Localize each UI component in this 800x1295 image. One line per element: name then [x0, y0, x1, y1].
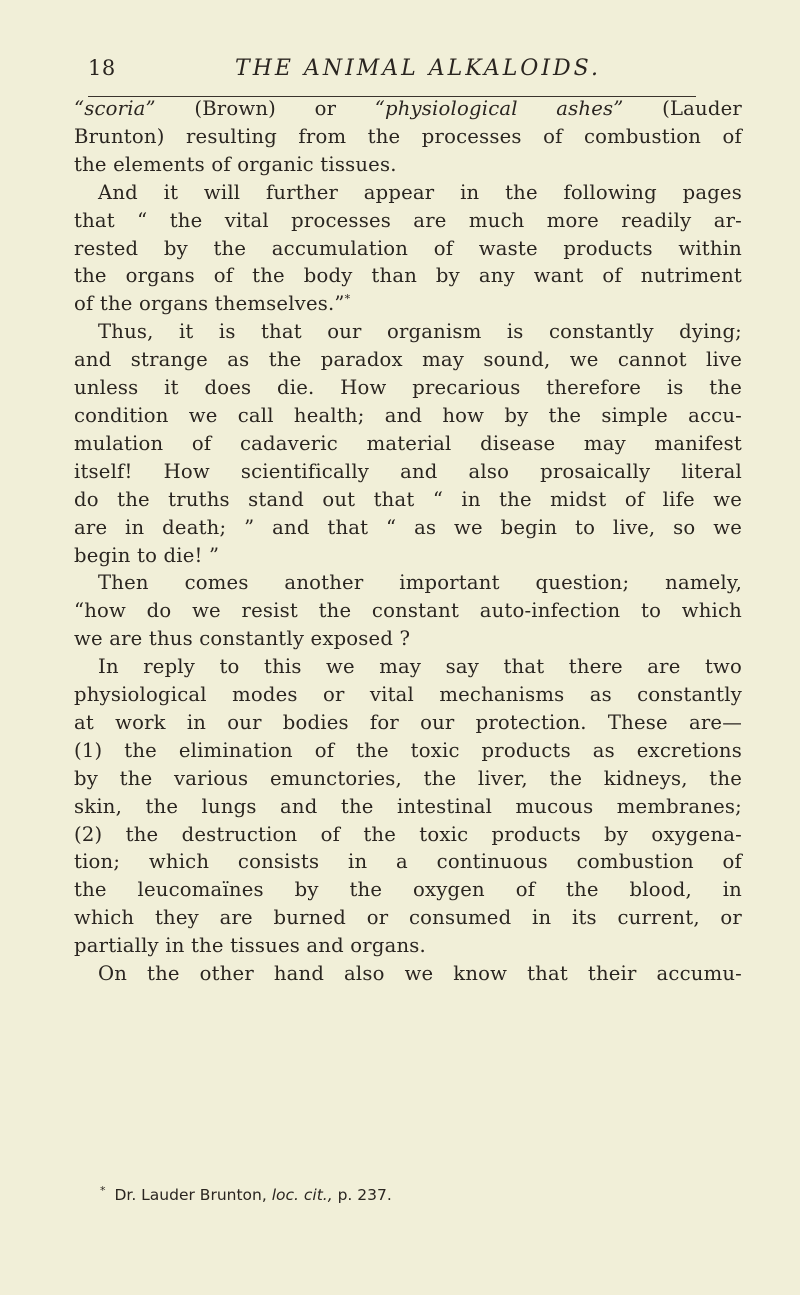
text-line: rested by the accumulation of waste products within — [74, 236, 742, 260]
text-line: Then comes another important question; namely, — [98, 571, 742, 595]
text-line-with-ref — [74, 290, 742, 318]
page-number: 18 — [88, 56, 116, 80]
paragraph — [74, 318, 742, 569]
text-line: mulation of cadaveric material disease may manifest — [74, 431, 742, 455]
text-line: tion; which consists in a continuous combustion of — [74, 850, 742, 874]
text-line: which they are burned or consumed in its current, or — [74, 906, 742, 930]
footnote-reference: * — [344, 292, 351, 306]
text-line: partially in the tissues and organs. — [74, 934, 426, 958]
text-line: that “ the vital processes are much more readily ar- — [74, 208, 742, 232]
text-line: unless it does die. How precarious therefore is the — [74, 376, 742, 400]
text-line: “how do we resist the constant auto-infection to which — [74, 599, 742, 623]
text-line: at work in our bodies for our protection. These are— — [74, 710, 742, 734]
text-line: Thus, it is that our organism is constantly dying; — [98, 320, 742, 344]
paragraph — [74, 960, 742, 988]
paragraph — [74, 569, 742, 653]
footnote-mark: * — [100, 1183, 106, 1197]
footnote-author: Dr. Lauder Brunton, — [114, 1186, 267, 1204]
footnote-page: p. 237. — [337, 1186, 392, 1204]
text-line: (1) the elimination of the toxic products as excretions — [74, 738, 742, 762]
text-line: by the various emunctories, the liver, the kidneys, the — [74, 766, 742, 790]
italic-term: “physiological ashes” — [374, 97, 624, 120]
text-line: And it will further appear in the following pages — [98, 180, 742, 204]
text-line: Brunton) resulting from the processes of combustion of — [74, 124, 742, 148]
paragraph — [74, 95, 742, 179]
text-line: do the truths stand out that “ in the midst of life we — [74, 487, 742, 511]
text-line: skin, the lungs and the intestinal mucous membranes; — [74, 794, 742, 818]
text-line: and strange as the paradox may sound, we cannot live — [74, 348, 742, 372]
text-line: of the organs themselves.” — [74, 292, 345, 316]
page-header — [88, 56, 728, 90]
footnote-citation: loc. cit., — [271, 1186, 333, 1204]
text-line: physiological modes or vital mechanisms as constantly — [74, 683, 742, 707]
text-line: itself! How scientifically and also prosaically literal — [74, 459, 742, 483]
running-title: THE ANIMAL ALKALOIDS. — [235, 56, 601, 81]
text-line: the elements of organic tissues. — [74, 152, 397, 176]
italic-term: “scoria” — [74, 97, 156, 120]
body-text — [74, 95, 742, 988]
text-line: the organs of the body than by any want of nutriment — [74, 264, 742, 288]
paragraph — [74, 653, 742, 960]
text-line: the leucomaïnes by the oxygen of the blood, in — [74, 878, 742, 902]
text-line: (2) the destruction of the toxic products by oxygena- — [74, 822, 742, 846]
text-line: we are thus constantly exposed ? — [74, 627, 411, 651]
text-line: begin to die! ” — [74, 543, 220, 567]
text-line: condition we call health; and how by the simple accu- — [74, 403, 742, 427]
paragraph — [74, 179, 742, 319]
text-line: are in death; ” and that “ as we begin to live, so we — [74, 515, 742, 539]
footnote — [100, 1183, 700, 1204]
text-line: “scoria” (Brown) or “physiological ashes” (Lauder — [74, 97, 742, 120]
text-line: On the other hand also we know that their accumu- — [98, 962, 742, 986]
text-line: In reply to this we may say that there are two — [98, 655, 742, 679]
